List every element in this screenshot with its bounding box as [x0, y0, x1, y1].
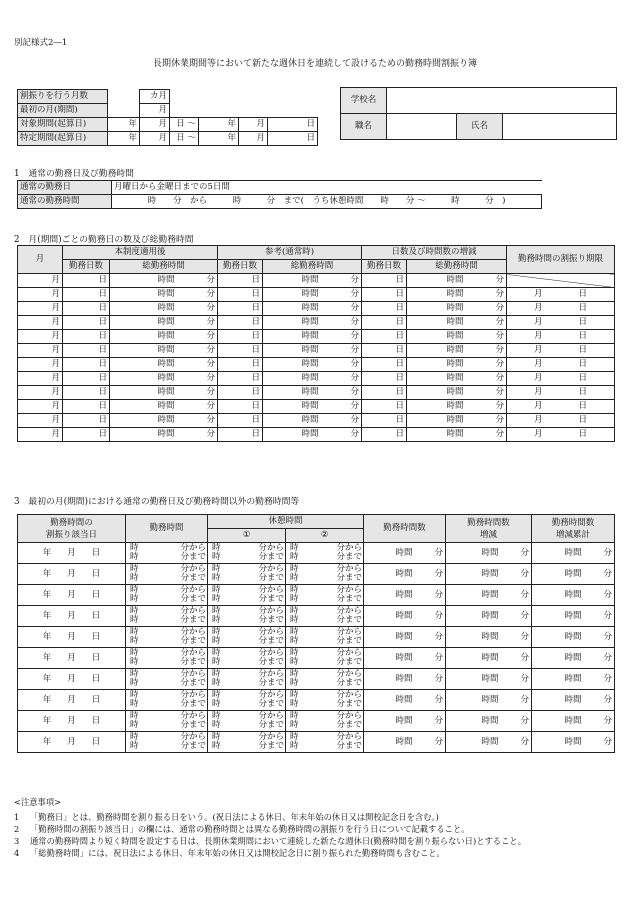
month-cell[interactable]: 月 [18, 274, 63, 288]
school-label: 学校名 [341, 88, 387, 114]
ref-hours-cell[interactable]: 時間 分 [263, 386, 362, 400]
ref-days-cell[interactable]: 日 [218, 386, 263, 400]
work-time-cell[interactable]: 時 分から 時 分まで [126, 543, 208, 564]
col-month: 月 [18, 246, 63, 274]
section1-table [17, 180, 542, 209]
hours-diff-cell[interactable]: 時間 分 [446, 690, 532, 711]
month-cell[interactable]: 月 [18, 400, 63, 414]
days-cell[interactable]: 日 [63, 414, 110, 428]
diff-days-cell[interactable]: 日 [362, 316, 407, 330]
hours-cumulative-cell[interactable]: 時間 分 [532, 669, 615, 690]
break2-cell[interactable]: 時 分から 時 分まで [286, 711, 364, 732]
hours-cell[interactable]: 時間 分 [110, 274, 218, 288]
work-hours-cell[interactable]: 時間 分 [364, 648, 446, 669]
month-row [18, 274, 615, 288]
group-diff: 日数及び時間数の増減 [362, 246, 507, 260]
work-time-cell[interactable]: 時 分から 時 分まで [126, 606, 208, 627]
deadline-cell[interactable]: 月 日 [507, 400, 615, 414]
hours-cumulative-cell[interactable]: 時間 分 [532, 627, 615, 648]
ref-hours-cell[interactable]: 時間 分 [263, 302, 362, 316]
days-cell[interactable]: 日 [63, 372, 110, 386]
hours-diff-cell[interactable]: 時間 分 [446, 669, 532, 690]
diff-days-cell[interactable]: 日 [362, 414, 407, 428]
month-row [18, 386, 615, 400]
ref-hours-cell[interactable]: 時間 分 [263, 274, 362, 288]
hours-cumulative-cell[interactable]: 時間 分 [532, 732, 615, 753]
position-field[interactable] [387, 114, 457, 140]
hours-cumulative-cell[interactable]: 時間 分 [532, 543, 615, 564]
diff-hours-cell[interactable]: 時間 分 [407, 316, 507, 330]
page-title: 長期休業期間等において新たな週休日を連続して設けるための勤務時間割振り簿 [152, 59, 477, 69]
work-hours-cell[interactable]: 時間 分 [364, 543, 446, 564]
deadline-cell[interactable]: 月 日 [507, 316, 615, 330]
col-work-hours: 勤務時間数 [364, 515, 446, 543]
ref-hours-cell[interactable]: 時間 分 [263, 428, 362, 442]
days-cell[interactable]: 日 [63, 330, 110, 344]
diff-days-cell[interactable]: 日 [362, 274, 407, 288]
deadline-cell[interactable]: 月 日 [507, 386, 615, 400]
hours-cumulative-cell[interactable]: 時間 分 [532, 585, 615, 606]
break1-cell[interactable]: 時 分から 時 分まで [208, 564, 286, 585]
position-label: 職名 [341, 114, 387, 140]
assign-row [18, 732, 615, 753]
ref-days-cell[interactable]: 日 [218, 372, 263, 386]
hours-cell[interactable]: 時間 分 [110, 330, 218, 344]
month-row [18, 358, 615, 372]
work-hours-cell[interactable]: 時間 分 [364, 669, 446, 690]
months-label: 割振りを行う月数 [18, 90, 108, 104]
days-cell[interactable]: 日 [63, 344, 110, 358]
break2-cell[interactable]: 時 分から 時 分まで [286, 648, 364, 669]
assign-date-cell[interactable]: 年 月 日 [18, 543, 126, 564]
month-cell[interactable]: 月 [18, 358, 63, 372]
school-field[interactable] [387, 88, 617, 114]
col-work-time: 勤務時間 [126, 515, 208, 543]
diff-hours-cell[interactable]: 時間 分 [407, 428, 507, 442]
assign-row [18, 585, 615, 606]
name-field[interactable] [503, 114, 617, 140]
note-2: 2 「勤務時間の割振り該当日」の欄には、通常の勤務時間とは異なる勤務時間の割振りを行う日について記載すること。 [14, 824, 470, 834]
break1-cell[interactable]: 時 分から 時 分まで [208, 585, 286, 606]
ref-hours-cell[interactable]: 時間 分 [263, 372, 362, 386]
assign-date-cell[interactable]: 年 月 日 [18, 627, 126, 648]
assign-row [18, 543, 615, 564]
diff-days-cell[interactable]: 日 [362, 344, 407, 358]
hours-diff-cell[interactable]: 時間 分 [446, 606, 532, 627]
specific-end-day[interactable]: 日 [268, 132, 318, 146]
note-1: 1 「勤務日」とは、勤務時間を割り振る日をいう。(祝日法による休日、年末年始の休日又は開校記念日を含む。) [14, 812, 439, 822]
break2-cell[interactable]: 時 分から 時 分まで [286, 564, 364, 585]
group-applied: 本制度適用後 [63, 246, 218, 260]
hours-diff-cell[interactable]: 時間 分 [446, 543, 532, 564]
deadline-cell[interactable]: 月 日 [507, 302, 615, 316]
assign-row [18, 669, 615, 690]
diff-hours-cell[interactable]: 時間 分 [407, 400, 507, 414]
notes [14, 796, 526, 859]
month-row [18, 316, 615, 330]
assign-row [18, 690, 615, 711]
hours-cell[interactable]: 時間 分 [110, 428, 218, 442]
header-school-table [340, 87, 617, 140]
diff-days-cell[interactable]: 日 [362, 372, 407, 386]
break1-cell[interactable]: 時 分から 時 分まで [208, 711, 286, 732]
ref-hours-cell[interactable]: 時間 分 [263, 400, 362, 414]
target-end-day[interactable]: 日 [268, 118, 318, 132]
assign-row [18, 606, 615, 627]
specific-end-year[interactable]: 年 [199, 132, 239, 146]
form-id: 別記様式2―1 [14, 38, 68, 48]
break2-cell[interactable]: 時 分から 時 分まで [286, 543, 364, 564]
deadline-cell[interactable]: 月 日 [507, 358, 615, 372]
month-row [18, 344, 615, 358]
work-hours-cell[interactable]: 時間 分 [364, 585, 446, 606]
hours-cell[interactable]: 時間 分 [110, 288, 218, 302]
break1-cell[interactable]: 時 分から 時 分まで [208, 543, 286, 564]
ref-hours-cell[interactable]: 時間 分 [263, 344, 362, 358]
section3-title: 3 最初の月(期間)における通常の勤務日及び勤務時間以外の勤務時間等 [14, 497, 300, 507]
hours-cumulative-cell[interactable]: 時間 分 [532, 564, 615, 585]
ref-hours-cell[interactable]: 時間 分 [263, 330, 362, 344]
hours-cell[interactable]: 時間 分 [110, 302, 218, 316]
ref-days-cell[interactable]: 日 [218, 428, 263, 442]
work-time-cell[interactable]: 時 分から 時 分まで [126, 627, 208, 648]
month-row [18, 428, 615, 442]
work-time-cell[interactable]: 時 分から 時 分まで [126, 711, 208, 732]
month-cell[interactable]: 月 [18, 302, 63, 316]
col-break-1: ① [208, 529, 286, 543]
work-hours-cell[interactable]: 時間 分 [364, 627, 446, 648]
assign-row [18, 564, 615, 585]
target-start-year[interactable]: 年 [108, 118, 140, 132]
assign-date-cell[interactable]: 年 月 日 [18, 585, 126, 606]
target-period-label: 対象期間(起算日) [18, 118, 108, 132]
specific-end-month[interactable]: 月 [239, 132, 268, 146]
diff-hours-cell[interactable]: 時間 分 [407, 330, 507, 344]
ref-hours-cell[interactable]: 時間 分 [263, 358, 362, 372]
assign-date-cell[interactable]: 年 月 日 [18, 690, 126, 711]
deadline-cell[interactable]: 月 日 [507, 414, 615, 428]
ref-hours-cell[interactable]: 時間 分 [263, 288, 362, 302]
sub-hours-3: 総勤務時間 [407, 260, 507, 274]
break2-cell[interactable]: 時 分から 時 分まで [286, 690, 364, 711]
assign-date-cell[interactable]: 年 月 日 [18, 711, 126, 732]
deadline-cell[interactable]: 月 日 [507, 428, 615, 442]
work-time-cell[interactable]: 時 分から 時 分まで [126, 669, 208, 690]
hours-cell[interactable]: 時間 分 [110, 358, 218, 372]
target-start-day[interactable]: 日 ～ [170, 118, 199, 132]
hours-cell[interactable]: 時間 分 [110, 372, 218, 386]
note-3: 3 通常の勤務時間より短く時間を設定する日は、長期休業期間において連続した新たな週休日(勤務時間を割り振らない日)とすること。 [14, 836, 526, 846]
col-break-time: 休憩時間 [208, 515, 364, 529]
break2-cell[interactable]: 時 分から 時 分まで [286, 669, 364, 690]
diff-days-cell[interactable]: 日 [362, 288, 407, 302]
group-reference: 参考(通常時) [218, 246, 362, 260]
break2-cell[interactable]: 時 分から 時 分まで [286, 627, 364, 648]
sub-days-1: 勤務日数 [63, 260, 110, 274]
hours-cumulative-cell[interactable]: 時間 分 [532, 711, 615, 732]
ref-days-cell[interactable]: 日 [218, 414, 263, 428]
month-cell[interactable]: 月 [18, 428, 63, 442]
month-cell[interactable]: 月 [18, 316, 63, 330]
specific-start-day[interactable]: 日 ～ [170, 132, 199, 146]
hours-cell[interactable]: 時間 分 [110, 414, 218, 428]
hours-diff-cell[interactable]: 時間 分 [446, 564, 532, 585]
break1-cell[interactable]: 時 分から 時 分まで [208, 690, 286, 711]
months-value[interactable]: カ月 [140, 90, 170, 104]
deadline-cell[interactable]: 月 日 [507, 372, 615, 386]
ref-days-cell[interactable]: 日 [218, 274, 263, 288]
days-cell[interactable]: 日 [63, 288, 110, 302]
note-4: 4 「総勤務時間」には、祝日法による休日、年末年始の休日又は開校記念日に割り振られた勤務時間も含むこと。 [14, 848, 445, 858]
hours-diff-cell[interactable]: 時間 分 [446, 648, 532, 669]
work-hours-cell[interactable]: 時間 分 [364, 690, 446, 711]
diff-days-cell[interactable]: 日 [362, 400, 407, 414]
diff-hours-cell[interactable]: 時間 分 [407, 344, 507, 358]
diff-days-cell[interactable]: 日 [362, 428, 407, 442]
ref-days-cell[interactable]: 日 [218, 302, 263, 316]
deadline-cell[interactable]: 月 日 [507, 330, 615, 344]
work-time-cell[interactable]: 時 分から 時 分まで [126, 564, 208, 585]
normal-hours-value[interactable]: 時 分 から 時 分 まで( うち休憩時間 時 分 ～ 時 分 ) [112, 195, 542, 209]
diff-days-cell[interactable]: 日 [362, 386, 407, 400]
assign-date-cell[interactable]: 年 月 日 [18, 564, 126, 585]
break1-cell[interactable]: 時 分から 時 分まで [208, 627, 286, 648]
break2-cell[interactable]: 時 分から 時 分まで [286, 732, 364, 753]
month-cell[interactable]: 月 [18, 330, 63, 344]
hours-cell[interactable]: 時間 分 [110, 344, 218, 358]
month-row [18, 400, 615, 414]
first-month-label: 最初の月(期間) [18, 104, 108, 118]
work-hours-cell[interactable]: 時間 分 [364, 711, 446, 732]
diff-hours-cell[interactable]: 時間 分 [407, 372, 507, 386]
diff-days-cell[interactable]: 日 [362, 330, 407, 344]
normal-days-value: 月曜日から金曜日までの5日間 [112, 181, 542, 195]
assign-row [18, 627, 615, 648]
sub-days-3: 勤務日数 [362, 260, 407, 274]
work-hours-cell[interactable]: 時間 分 [364, 732, 446, 753]
break2-cell[interactable]: 時 分から 時 分まで [286, 606, 364, 627]
ref-days-cell[interactable]: 日 [218, 316, 263, 330]
break1-cell[interactable]: 時 分から 時 分まで [208, 732, 286, 753]
section1-title: 1 通常の勤務日及び勤務時間 [14, 169, 134, 179]
month-cell[interactable]: 月 [18, 414, 63, 428]
work-time-cell[interactable]: 時 分から 時 分まで [126, 732, 208, 753]
notes-title: <注意事項> [14, 797, 62, 807]
break1-cell[interactable]: 時 分から 時 分まで [208, 669, 286, 690]
break2-cell[interactable]: 時 分から 時 分まで [286, 585, 364, 606]
work-time-cell[interactable]: 時 分から 時 分まで [126, 690, 208, 711]
month-row [18, 414, 615, 428]
month-cell[interactable]: 月 [18, 386, 63, 400]
hours-cell[interactable]: 時間 分 [110, 316, 218, 330]
name-label: 氏名 [457, 114, 503, 140]
diff-hours-cell[interactable]: 時間 分 [407, 288, 507, 302]
work-hours-cell[interactable]: 時間 分 [364, 606, 446, 627]
deadline-cell[interactable]: 月 日 [507, 288, 615, 302]
hours-diff-cell[interactable]: 時間 分 [446, 627, 532, 648]
header-period-table [17, 89, 318, 146]
deadline-cell[interactable]: 月 日 [507, 344, 615, 358]
target-end-month[interactable]: 月 [239, 118, 268, 132]
sub-days-2: 勤務日数 [218, 260, 263, 274]
ref-days-cell[interactable]: 日 [218, 400, 263, 414]
col-assign-date: 勤務時間の 割振り該当日 [18, 515, 126, 543]
sub-hours-2: 総勤務時間 [263, 260, 362, 274]
target-end-year[interactable]: 年 [199, 118, 239, 132]
normal-hours-label: 通常の勤務時間 [18, 195, 112, 209]
ref-hours-cell[interactable]: 時間 分 [263, 414, 362, 428]
ref-days-cell[interactable]: 日 [218, 330, 263, 344]
month-cell[interactable]: 月 [18, 372, 63, 386]
diff-hours-cell[interactable]: 時間 分 [407, 358, 507, 372]
break1-cell[interactable]: 時 分から 時 分まで [208, 648, 286, 669]
diff-days-cell[interactable]: 日 [362, 302, 407, 316]
month-cell[interactable]: 月 [18, 288, 63, 302]
month-row [18, 372, 615, 386]
normal-days-label: 通常の勤務日 [18, 181, 112, 195]
target-start-month[interactable]: 月 [140, 118, 170, 132]
specific-start-year[interactable]: 年 [108, 132, 140, 146]
ref-days-cell[interactable]: 日 [218, 344, 263, 358]
work-time-cell[interactable]: 時 分から 時 分まで [126, 585, 208, 606]
first-month-value[interactable]: 月 [140, 104, 170, 118]
ref-days-cell[interactable]: 日 [218, 288, 263, 302]
col-break-2: ② [286, 529, 364, 543]
work-time-cell[interactable]: 時 分から 時 分まで [126, 648, 208, 669]
days-cell[interactable]: 日 [63, 358, 110, 372]
days-cell[interactable]: 日 [63, 302, 110, 316]
hours-diff-cell[interactable]: 時間 分 [446, 711, 532, 732]
sub-hours-1: 総勤務時間 [110, 260, 218, 274]
assign-row [18, 711, 615, 732]
hours-cumulative-cell[interactable]: 時間 分 [532, 690, 615, 711]
days-cell[interactable]: 日 [63, 274, 110, 288]
assign-date-cell[interactable]: 年 月 日 [18, 732, 126, 753]
specific-period-label: 特定期間(起算日) [18, 132, 108, 146]
month-row [18, 302, 615, 316]
section2-title: 2 月(期間)ごとの勤務日の数及び総勤務時間 [14, 235, 194, 245]
hours-cell[interactable]: 時間 分 [110, 400, 218, 414]
col-hours-diff: 勤務時間数 増減 [446, 515, 532, 543]
col-hours-cumulative: 勤務時間数 増減累計 [532, 515, 615, 543]
assign-row [18, 648, 615, 669]
specific-start-month[interactable]: 月 [140, 132, 170, 146]
hours-cumulative-cell[interactable]: 時間 分 [532, 648, 615, 669]
month-row [18, 330, 615, 344]
ref-days-cell[interactable]: 日 [218, 358, 263, 372]
assign-date-cell[interactable]: 年 月 日 [18, 606, 126, 627]
assign-date-cell[interactable]: 年 月 日 [18, 648, 126, 669]
diff-hours-cell[interactable]: 時間 分 [407, 386, 507, 400]
deadline-cell[interactable] [507, 274, 615, 288]
hours-diff-cell[interactable]: 時間 分 [446, 585, 532, 606]
month-cell[interactable]: 月 [18, 344, 63, 358]
days-cell[interactable]: 日 [63, 428, 110, 442]
days-cell[interactable]: 日 [63, 386, 110, 400]
diff-hours-cell[interactable]: 時間 分 [407, 302, 507, 316]
ref-hours-cell[interactable]: 時間 分 [263, 316, 362, 330]
section2-table [17, 245, 615, 442]
diff-hours-cell[interactable]: 時間 分 [407, 414, 507, 428]
days-cell[interactable]: 日 [63, 400, 110, 414]
days-cell[interactable]: 日 [63, 316, 110, 330]
assign-date-cell[interactable]: 年 月 日 [18, 669, 126, 690]
section3-table [17, 514, 615, 753]
work-hours-cell[interactable]: 時間 分 [364, 564, 446, 585]
col-deadline: 勤務時間の割振り期限 [507, 246, 615, 274]
diff-hours-cell[interactable]: 時間 分 [407, 274, 507, 288]
diff-days-cell[interactable]: 日 [362, 358, 407, 372]
hours-diff-cell[interactable]: 時間 分 [446, 732, 532, 753]
hours-cell[interactable]: 時間 分 [110, 386, 218, 400]
month-row [18, 288, 615, 302]
hours-cumulative-cell[interactable]: 時間 分 [532, 606, 615, 627]
break1-cell[interactable]: 時 分から 時 分まで [208, 606, 286, 627]
